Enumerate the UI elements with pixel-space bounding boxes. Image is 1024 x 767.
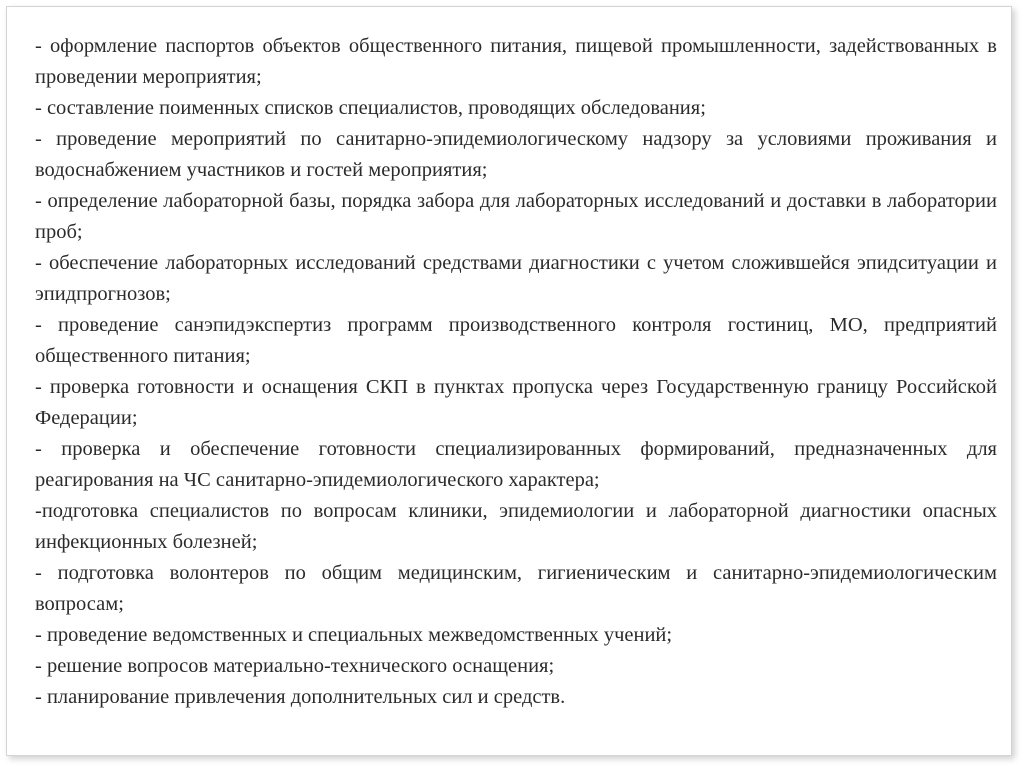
list-item: - определение лабораторной базы, порядка забора для лабораторных исследований и доставки в лаборатории проб; xyxy=(35,190,997,243)
document-page xyxy=(6,6,1012,756)
document-body xyxy=(35,31,997,713)
list-item: - проведение мероприятий по санитарно-эпидемиологическому надзору за условиями проживания и водоснабжением участников и гостей мероприятия; xyxy=(35,128,997,181)
list-item: -подготовка специалистов по вопросам клиники, эпидемиологии и лабораторной диагностики опасных инфекционных болезней; xyxy=(35,500,997,553)
list-item: - подготовка волонтеров по общим медицинским, гигиеническим и санитарно-эпидемиологическим вопросам; xyxy=(35,562,997,615)
list-item: - оформление паспортов объектов общественного питания, пищевой промышленности, задействованных в проведении мероприятия; xyxy=(35,35,997,88)
list-item: - решение вопросов материально-технического оснащения; xyxy=(35,655,555,677)
list-item: - составление поименных списков специалистов, проводящих обследования; xyxy=(35,97,706,119)
list-item: - проведение ведомственных и специальных межведомственных учений; xyxy=(35,624,673,646)
list-item: - проверка готовности и оснащения СКП в пунктах пропуска через Государственную границу Российской Федерации; xyxy=(35,376,997,429)
list-item: - планирование привлечения дополнительных сил и средств. xyxy=(35,686,566,708)
list-item: - обеспечение лабораторных исследований средствами диагностики с учетом сложившейся эпидситуации и эпидпрогнозов; xyxy=(35,252,997,305)
list-item: - проведение санэпидэкспертиз программ производственного контроля гостиниц, МО, предприятий общественного питания; xyxy=(35,314,997,367)
list-item: - проверка и обеспечение готовности специализированных формирований, предназначенных для реагирования на ЧС санитарно-эпидемиологического характера; xyxy=(35,438,997,491)
